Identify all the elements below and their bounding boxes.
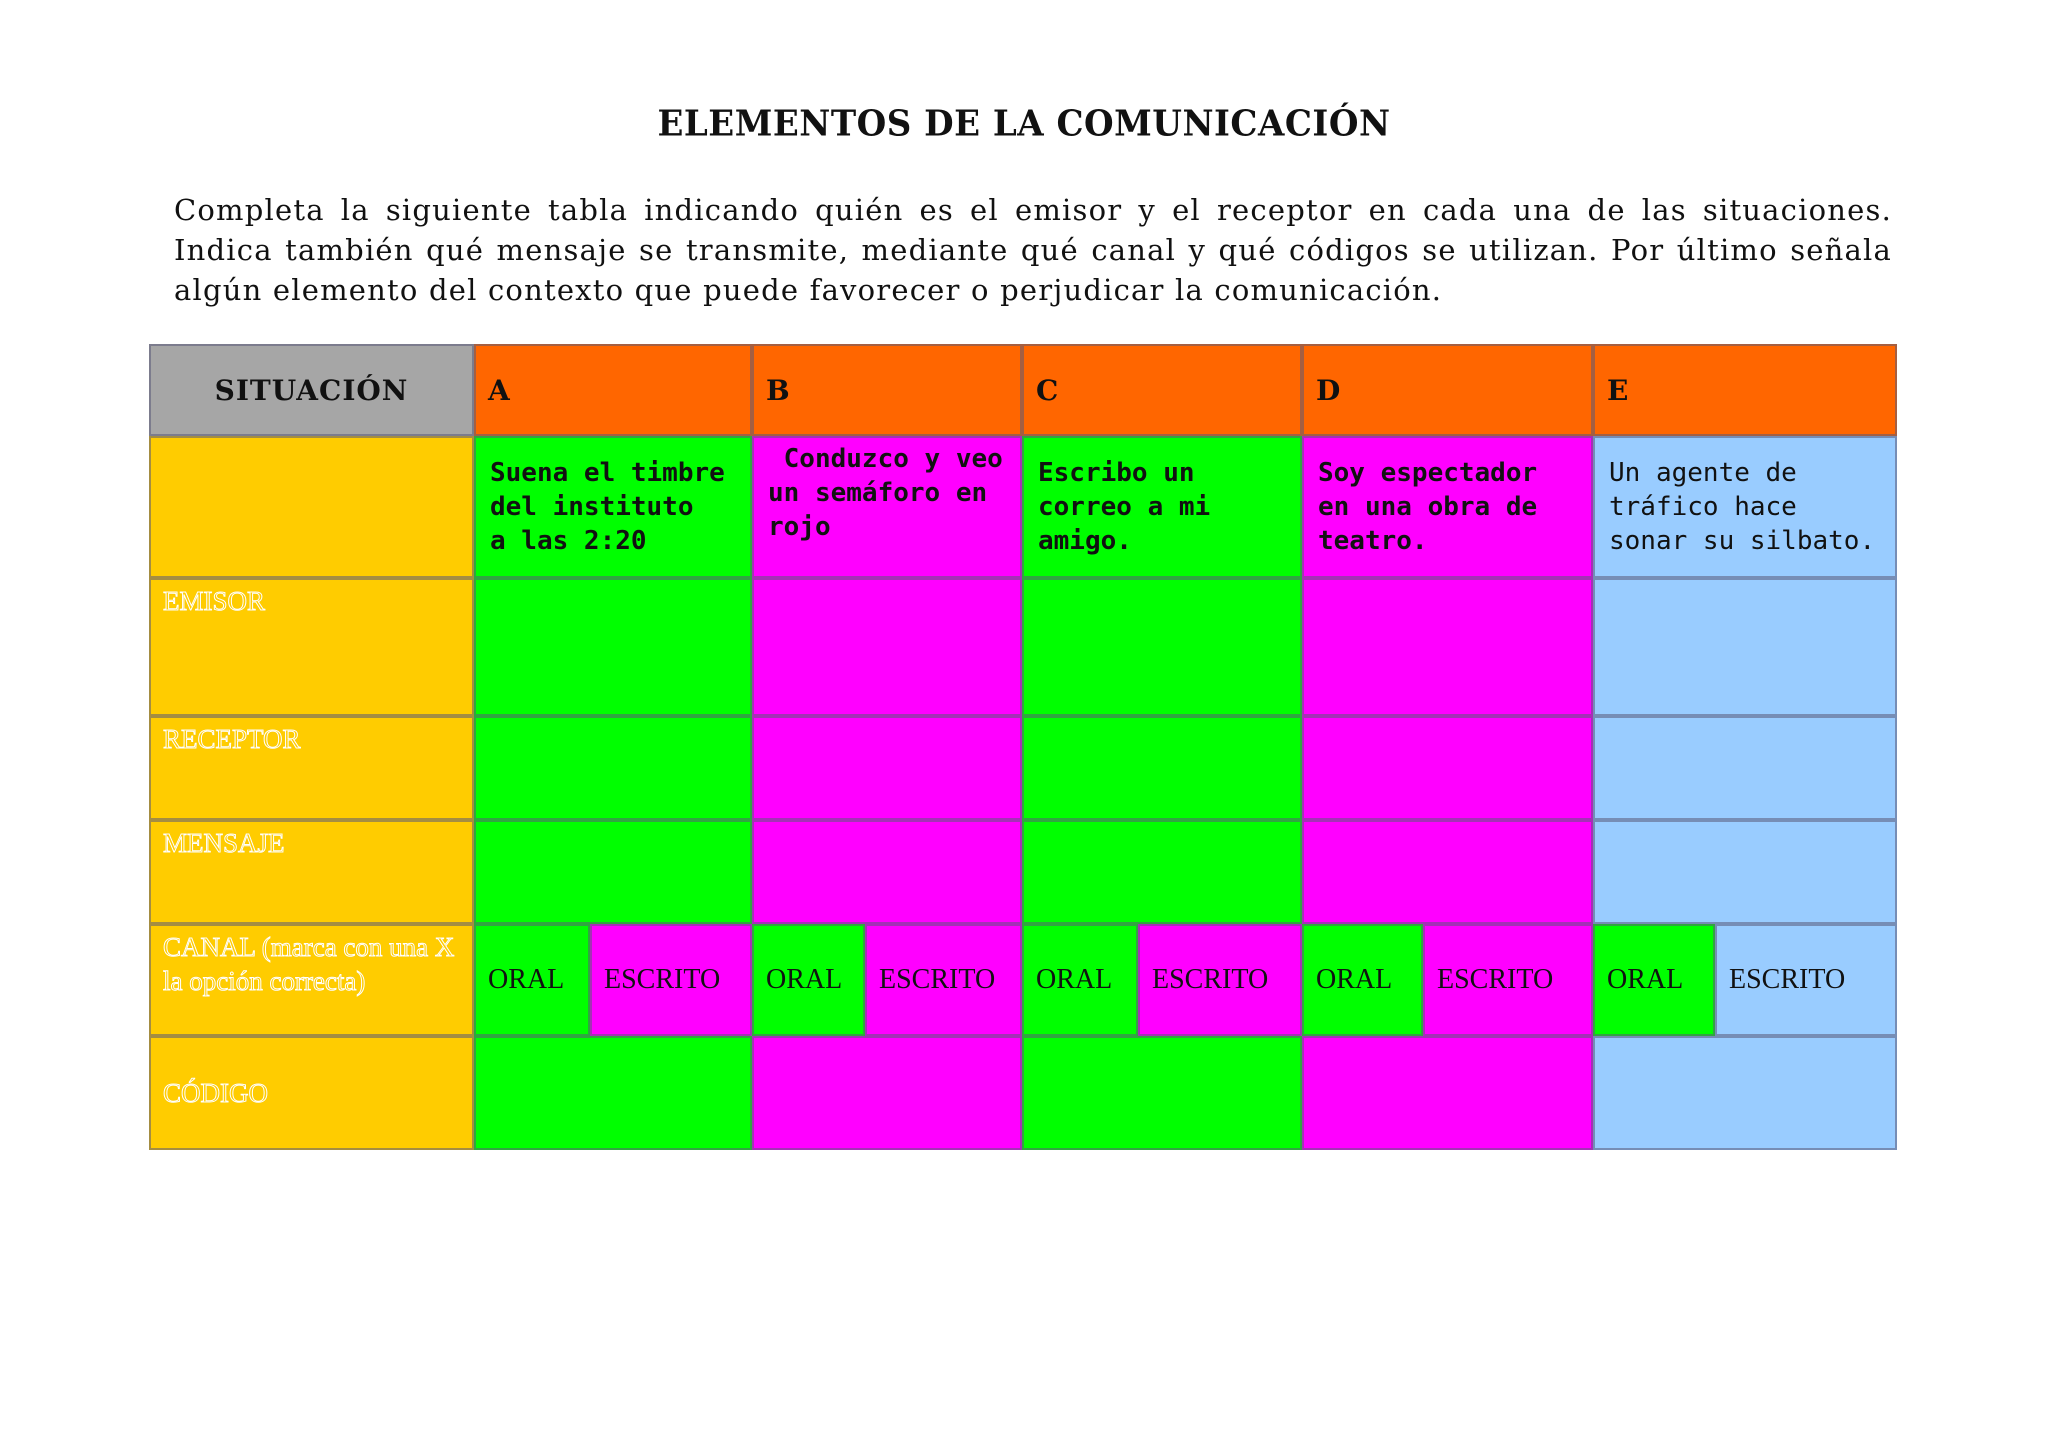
- receptor-c-field[interactable]: [1022, 716, 1302, 820]
- mensaje-b-field[interactable]: [752, 820, 1022, 924]
- codigo-a-field[interactable]: [474, 1036, 752, 1150]
- row-label-codigo: [149, 1036, 474, 1150]
- canal-d-escrito-option[interactable]: ESCRITO: [1423, 924, 1593, 1036]
- page-title: ELEMENTOS DE LA COMUNICACIÓN: [657, 103, 1391, 145]
- canal-c-escrito-option[interactable]: ESCRITO: [1138, 924, 1302, 1036]
- row-label-emisor: EMISOR: [149, 578, 474, 716]
- header-col-e: E: [1593, 344, 1897, 436]
- header-situacion: SITUACIÓN: [149, 344, 474, 436]
- receptor-d-field[interactable]: [1302, 716, 1593, 820]
- header-col-b: B: [752, 344, 1022, 436]
- codigo-e-field[interactable]: [1593, 1036, 1897, 1150]
- emisor-c-field[interactable]: [1022, 578, 1302, 716]
- canal-b-oral-option[interactable]: ORAL: [752, 924, 865, 1036]
- codigo-c-field[interactable]: [1022, 1036, 1302, 1150]
- situation-d: Soy espectador en una obra de teatro.: [1302, 436, 1593, 578]
- situation-b: Conduzco y veo un semáforo en rojo: [752, 436, 1022, 578]
- situation-c: Escribo un correo a mi amigo.: [1022, 436, 1302, 578]
- receptor-e-field[interactable]: [1593, 716, 1897, 820]
- header-col-d: D: [1302, 344, 1593, 436]
- canal-b-escrito-option[interactable]: ESCRITO: [865, 924, 1022, 1036]
- situation-a: Suena el timbre del instituto a las 2:20: [474, 436, 752, 578]
- canal-e-escrito-option[interactable]: ESCRITO: [1715, 924, 1897, 1036]
- situation-e: Un agente de tráfico hace sonar su silbato.: [1593, 436, 1897, 578]
- codigo-d-field[interactable]: [1302, 1036, 1593, 1150]
- emisor-b-field[interactable]: [752, 578, 1022, 716]
- receptor-b-field[interactable]: [752, 716, 1022, 820]
- canal-a-oral-option[interactable]: ORAL: [474, 924, 590, 1036]
- row-label-canal: CANAL (marca con una X la opción correcta): [149, 924, 474, 1036]
- mensaje-a-field[interactable]: [474, 820, 752, 924]
- row-label-codigo-text: CÓDIGO: [163, 1078, 268, 1108]
- instructions-paragraph: Completa la siguiente tabla indicando quién es el emisor y el receptor en cada una de las situaciones. Indica también qué mensaje se transmite, mediante qué canal y qué códigos se utilizan. Por último señala algún elemento del contexto que puede favorecer o perjudicar la comunicación.: [174, 193, 1892, 307]
- canal-c-oral-option[interactable]: ORAL: [1022, 924, 1138, 1036]
- canal-d-oral-option[interactable]: ORAL: [1302, 924, 1423, 1036]
- header-col-c: C: [1022, 344, 1302, 436]
- emisor-a-field[interactable]: [474, 578, 752, 716]
- situation-label-cell: [149, 436, 474, 578]
- row-label-receptor: RECEPTOR: [149, 716, 474, 820]
- canal-a-escrito-option[interactable]: ESCRITO: [590, 924, 752, 1036]
- codigo-b-field[interactable]: [752, 1036, 1022, 1150]
- communication-table: [149, 344, 1897, 1150]
- mensaje-e-field[interactable]: [1593, 820, 1897, 924]
- canal-e-oral-option[interactable]: ORAL: [1593, 924, 1715, 1036]
- emisor-e-field[interactable]: [1593, 578, 1897, 716]
- row-label-mensaje: MENSAJE: [149, 820, 474, 924]
- emisor-d-field[interactable]: [1302, 578, 1593, 716]
- receptor-a-field[interactable]: [474, 716, 752, 820]
- mensaje-d-field[interactable]: [1302, 820, 1593, 924]
- header-col-a: A: [474, 344, 752, 436]
- mensaje-c-field[interactable]: [1022, 820, 1302, 924]
